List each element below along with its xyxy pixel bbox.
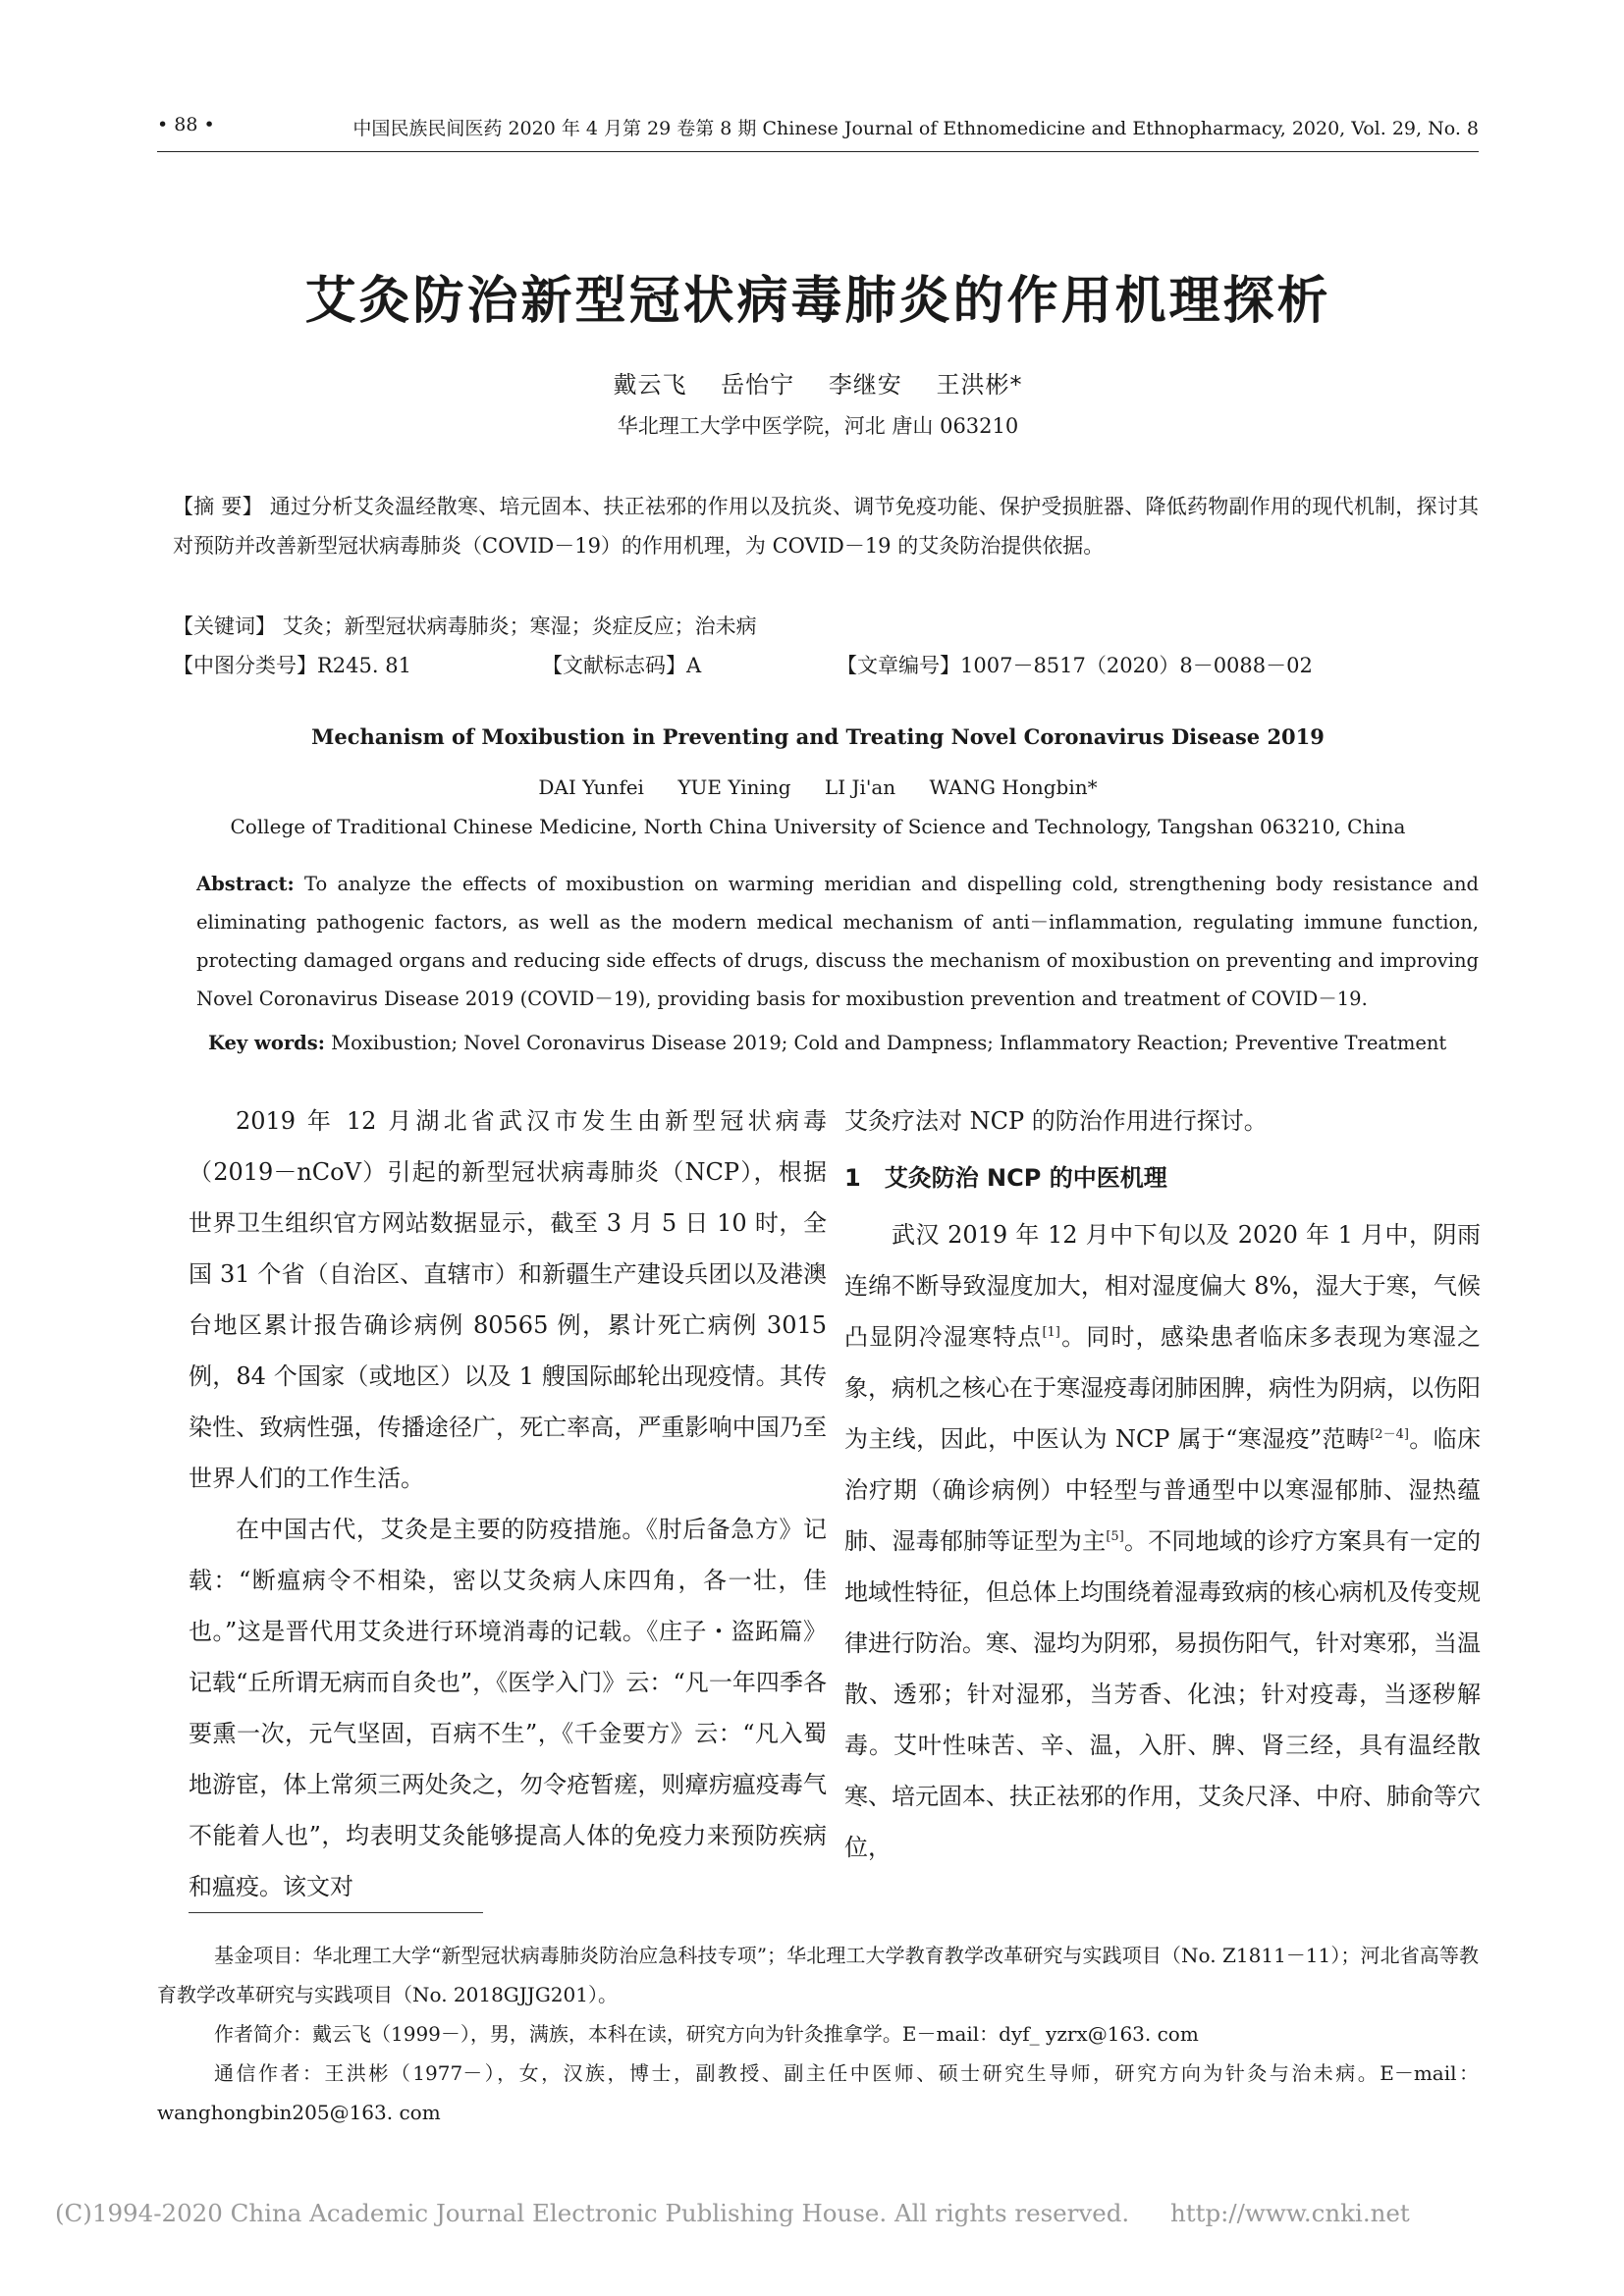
body-paragraph [844, 1209, 1481, 1873]
header-rule [157, 151, 1479, 152]
section-number: 1 [844, 1164, 861, 1192]
english-author: YUE Yining [677, 775, 791, 799]
abstract-en-text: To analyze the effects of moxibustion on warming meridian and dispelling cold, strengthening body resistance and eliminating pathogenic factors, as well as the modern medical mechanism of anti－inflammation, regulating immune function, protecting damaged organs and reducing side effects of drugs, discuss the mechanism of moxibustion on preventing and improving Novel Coronavirus Disease 2019 (COVID－19), providing basis for moxibustion prevention and treatment of COVID－19. [196, 873, 1479, 1010]
article-number: 【文章编号】1007－8517（2020）8－0088－02 [837, 654, 1313, 677]
footnote-fund: 基金项目：华北理工大学“新型冠状病毒肺炎防治应急科技专项”；华北理工大学教育教学改革研究与实践项目（No. Z1811－11）；河北省高等教育教学改革研究与实践项目（No. 2018GJJG201）。 [157, 1944, 1479, 2006]
abstract-label: 【摘 要】 [173, 495, 263, 518]
abstract-cn [173, 487, 1479, 565]
english-affiliation: College of Traditional Chinese Medicine, North China University of Science and Technology, Tangshan 063210, China [230, 815, 1406, 838]
footnote-rule [189, 1912, 483, 1913]
journal-citation: 中国民族民间医药 2020 年 4 月第 29 卷第 8 期 Chinese Journal of Ethnomedicine and Ethnopharmacy, 2020, Vol. 29, No. 8 [352, 118, 1479, 139]
affiliation: 华北理工大学中医学院，河北 唐山 063210 [617, 414, 1019, 438]
section-heading [844, 1147, 1481, 1209]
copyright-line [55, 2199, 1587, 2227]
author: 戴云飞 [613, 371, 687, 399]
keywords-label: 【关键词】 [173, 614, 276, 638]
running-header [157, 114, 1479, 149]
body-paragraph: 艾灸疗法对 NCP 的防治作用进行探讨。 [844, 1107, 1268, 1135]
english-author: DAI Yunfei [538, 775, 644, 799]
document-code: 【文献标志码】A [542, 654, 702, 677]
page-number: • 88 • [157, 114, 215, 135]
clc-number: 【中图分类号】R245. 81 [173, 654, 411, 677]
english-author-list [157, 775, 1479, 799]
author: 岳怡宁 [721, 371, 795, 399]
citation-ref[interactable]: [2－4] [1370, 1427, 1409, 1442]
keywords-en [208, 1024, 1479, 1062]
footnote-author: 作者简介：戴云飞（1999－），男，满族，本科在读，研究方向为针灸推拿学。E－mail：dyf_ yzrx@163. com [214, 2022, 1199, 2046]
text-run: 。临床治疗期（确诊病例）中轻型与普通型中以寒湿郁肺、湿热蕴肺、湿毒郁肺等证型为主 [844, 1425, 1482, 1555]
abstract-text: 通过分析艾灸温经散寒、培元固本、扶正祛邪的作用以及抗炎、调节免疫功能、保护受损脏器、降低药物副作用的现代机制，探讨其对预防并改善新型冠状病毒肺炎（COVID－19）的作用机理，为 COVID－19 的艾灸防治提供依据。 [173, 495, 1479, 558]
footnote-corresponding: 通信作者：王洪彬（1977－），女，汉族，博士，副教授、副主任中医师、硕士研究生导师，研究方向为针灸与治未病。E－mail：wanghongbin205@163. com [157, 2061, 1479, 2124]
english-title: Mechanism of Moxibustion in Preventing and Treating Novel Coronavirus Disease 2019 [311, 724, 1325, 749]
keywords-en-label: Key words: [208, 1032, 325, 1054]
body-paragraph: 2019 年 12 月湖北省武汉市发生由新型冠状病毒（2019－nCoV）引起的新型冠状病毒肺炎（NCP），根据世界卫生组织官方网站数据显示，截至 3 月 5 日 10 时，全国 31 个省（自治区、直辖市）和新疆生产建设兵团以及港澳台地区累计报告确诊病例 80565 例，累计死亡病例 3015 例，84 个国家（或地区）以及 1 艘国际邮轮出现疫情。其传染性、致病性强，传播途径广，死亡率高，严重影响中国乃至世界人们的工作生活。 [189, 1107, 827, 1492]
text-run: 。同时，感染患者临床多表现为寒湿之象，病机之核心在于寒湿疫毒闭肺困脾，病性为阴病，以伤阳为主线，因此，中医认为 NCP 属于“寒湿疫”范畴 [844, 1323, 1482, 1453]
text-run: 武汉 2019 年 12 月中下旬以及 2020 年 1 月中，阴雨连绵不断导致湿度加大，相对湿度偏大 8%，湿大于寒，气候凸显阴冷湿寒特点 [844, 1221, 1481, 1351]
keywords-text: 艾灸；新型冠状病毒肺炎；寒湿；炎症反应；治未病 [282, 614, 757, 638]
author: 王洪彬* [936, 371, 1023, 399]
citation-ref[interactable]: [5] [1106, 1529, 1124, 1544]
citation-ref[interactable]: [1] [1042, 1325, 1060, 1340]
english-author: WANG Hongbin* [929, 775, 1098, 799]
footnotes [157, 1936, 1479, 2132]
abstract-en [196, 865, 1479, 1018]
author-list [157, 365, 1479, 400]
body-paragraph: 在中国古代，艾灸是主要的防疫措施。《肘后备急方》记载：“断瘟病令不相染，密以艾灸病人床四角，各一壮，佳也。”这是晋代用艾灸进行环境消毒的记载。《庄子・盗跖篇》记载“丘所谓无病而自灸也”，《医学入门》云：“凡一年四季各要熏一次，元气坚固，百病不生”，《千金要方》云：“凡入蜀地游宦，体上常须三两处灸之，勿令疮暂瘥，则瘴疠瘟疫毒气不能着人也”，均表明艾灸能够提高人体的免疫力来预防疾病和瘟疫。该文对 [189, 1516, 827, 1900]
classification-row [173, 646, 1479, 685]
article-title: 艾灸防治新型冠状病毒肺炎的作用机理探析 [304, 272, 1331, 331]
keywords-cn [173, 607, 1479, 646]
english-author: LI Ji'an [824, 775, 896, 799]
copyright-text: (C)1994-2020 China Academic Journal Electronic Publishing House. All rights reserved. [55, 2199, 1130, 2227]
text-run: 。不同地域的诊疗方案具有一定的地域性特征，但总体上均围绕着湿毒致病的核心病机及传变规律进行防治。寒、湿均为阴邪，易损伤阳气，针对寒邪，当温散、透邪；针对湿邪，当芳香、化浊；针对疫毒，当逐秽解毒。艾叶性味苦、辛、温，入肝、脾、肾三经，具有温经散寒、培元固本、扶正祛邪的作用，艾灸尺泽、中府、肺俞等穴位， [844, 1527, 1481, 1861]
cnki-link[interactable]: http://www.cnki.net [1169, 2199, 1410, 2227]
abstract-en-label: Abstract: [196, 873, 295, 895]
keywords-en-text: Moxibustion; Novel Coronavirus Disease 2019; Cold and Dampness; Inflammatory Reaction; Preventive Treatment [331, 1032, 1447, 1054]
body-column-left [189, 1095, 827, 1912]
section-title: 艾灸防治 NCP 的中医机理 [884, 1164, 1167, 1192]
author: 李继安 [828, 371, 902, 399]
body-column-right [844, 1095, 1481, 1873]
